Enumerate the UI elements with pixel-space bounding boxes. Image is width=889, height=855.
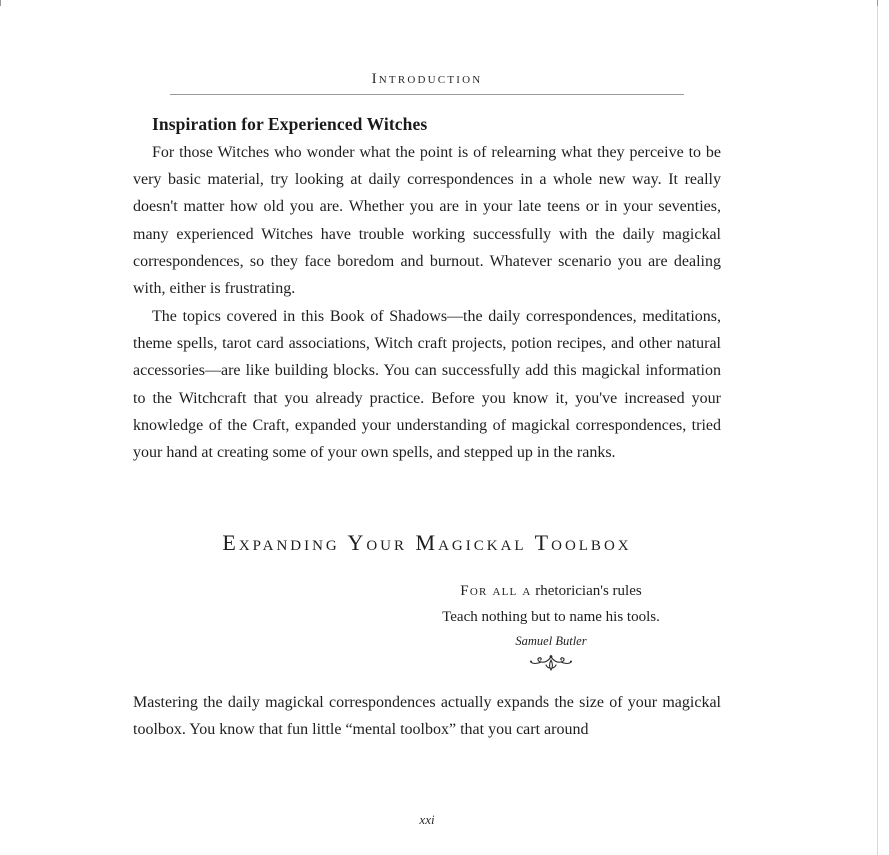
body-paragraph-3-container <box>133 689 721 743</box>
epigraph-lead-words: For all a <box>460 583 532 599</box>
running-head: Introduction <box>371 71 483 87</box>
epigraph-attribution: Samuel Butler <box>515 634 587 648</box>
body-paragraph-2-container <box>133 303 721 466</box>
epigraph <box>420 578 682 672</box>
body-paragraph-3: Mastering the daily magickal correspondences actually expands the size of your magickal toolbox. You know that fun little “mental toolbox” that you cart around <box>133 694 721 739</box>
crop-mark-left <box>0 0 1 6</box>
chapter-heading: Expanding Your Magickal Toolbox <box>222 530 632 555</box>
body-paragraph-1-container <box>133 139 721 302</box>
running-head-rule <box>170 94 684 95</box>
body-paragraph-2: The topics covered in this Book of Shadows—the daily correspondences, meditations, theme spells, tarot card associations, Witch craft projects, potion recipes, and other natural accessories—are like building blocks. You can successfully add this magickal information to the Witchcraft that you already practice. Before you know it, you've increased your knowledge of the Craft, expanded your understanding of magickal correspondences, tried your hand at creating some of your own spells, and stepped up in the ranks. <box>133 308 721 462</box>
epigraph-line-1 <box>420 578 682 604</box>
fleuron-ornament-icon <box>528 654 574 672</box>
epigraph-line-1-rest: rhetorician's rules <box>531 583 642 599</box>
crop-mark-right <box>877 0 878 6</box>
page-number: xxi <box>419 812 435 827</box>
body-paragraph-1: For those Witches who wonder what the point is of relearning what they perceive to be very basic material, try looking at daily correspondences in a whole new way. It really doesn't matter how old you are. Whether you are in your late teens or in your seventies, many experienced Witches have trouble working successfully with the daily magickal correspondences, so they face boredom and burnout. Whatever scenario you are dealing with, either is frustrating. <box>133 144 721 298</box>
epigraph-line-2: Teach nothing but to name his tools. <box>442 609 660 625</box>
section-heading: Inspiration for Experienced Witches <box>152 114 428 134</box>
